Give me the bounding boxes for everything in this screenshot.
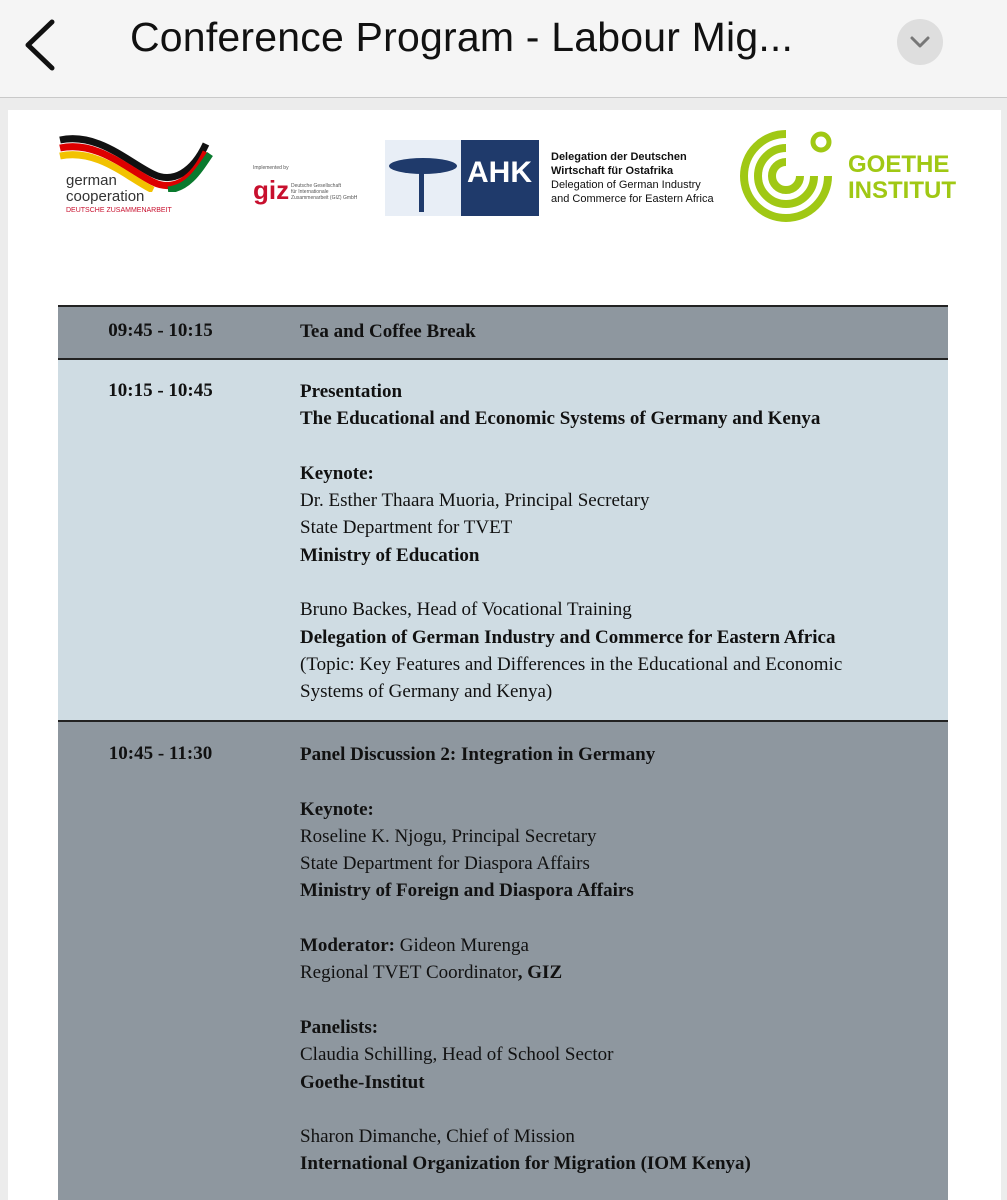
session-title: Tea and Coffee Break: [300, 321, 476, 342]
ahk-text: [551, 150, 714, 206]
panelist-organization: Goethe-Institut: [300, 1071, 425, 1093]
session-title: The Educational and Economic Systems of Germany and Kenya: [300, 408, 821, 430]
ahk-text-line: Wirtschaft für Ostafrika: [551, 165, 674, 177]
logo-text-deutsche: DEUTSCHE ZUSAMMENARBEIT: [66, 207, 172, 214]
keynote-label: Keynote:: [300, 798, 374, 820]
page-title: Conference Program - Labour Mig...: [130, 14, 794, 60]
speaker-name: Dr. Esther Thaara Muoria, Principal Secretary: [300, 490, 650, 512]
time-slot: 09:45 - 10:15: [108, 320, 213, 341]
ahk-text-line: Delegation of German Industry: [551, 179, 701, 191]
panelist-name: Claudia Schilling, Head of School Sector: [300, 1044, 614, 1066]
goethe-wordmark: [848, 152, 956, 204]
moderator-organization: , GIZ: [517, 962, 563, 984]
ahk-text-line: and Commerce for Eastern Africa: [551, 193, 714, 205]
ahk-wordmark: AHK: [467, 156, 532, 189]
ahk-emblem: [385, 140, 539, 216]
session-title: Panel Discussion 2: Integration in Germany: [300, 744, 656, 765]
speaker-name: Bruno Backes, Head of Vocational Training: [300, 599, 632, 621]
ahk-text-line: Delegation der Deutschen: [551, 151, 687, 163]
topic-text: Systems of Germany and Kenya): [300, 681, 553, 703]
speaker-department: State Department for TVET: [300, 517, 513, 539]
german-cooperation-logo: [58, 132, 218, 222]
goethe-text-line: GOETHE: [848, 151, 950, 178]
time-slot: 10:45 - 11:30: [108, 743, 213, 764]
moderator-label: Moderator:: [300, 935, 395, 957]
chevron-left-icon: [18, 18, 68, 72]
moderator-role-line: [300, 959, 948, 986]
table-row: [58, 720, 948, 1200]
moderator-line: [300, 932, 948, 959]
panelist-name: Sharon Dimanche, Chief of Mission: [300, 1126, 575, 1148]
document-page: [8, 110, 1001, 1200]
panelist-organization: International Organization for Migration (IOM Kenya): [300, 1153, 751, 1175]
giz-logo: [253, 165, 363, 215]
session-content: [300, 722, 948, 1178]
logo-text-cooperation: cooperation: [66, 188, 145, 205]
time-slot: 10:15 - 10:45: [108, 380, 213, 401]
session-content: [300, 360, 948, 706]
table-row: [58, 305, 948, 358]
tree-icon: [385, 140, 465, 216]
moderator-role: Regional TVET Coordinator: [300, 962, 518, 984]
goethe-institut-logo: [736, 126, 956, 228]
table-row: [58, 358, 948, 720]
logo-text-german: german: [66, 172, 117, 189]
more-options-button[interactable]: [897, 19, 943, 65]
speaker-organization: Ministry of Foreign and Diaspora Affairs: [300, 880, 634, 902]
keynote-label: Keynote:: [300, 462, 374, 484]
chevron-down-icon: [897, 19, 943, 65]
giz-description: [291, 183, 357, 201]
giz-implemented-text: Implemented by: [253, 165, 289, 171]
giz-wordmark: giz: [253, 175, 290, 205]
panelists-label: Panelists:: [300, 1016, 379, 1038]
back-button[interactable]: [18, 18, 68, 72]
giz-desc-line: Deutsche Gesellschaft: [291, 183, 342, 189]
session-type: Presentation: [300, 381, 403, 402]
giz-desc-line: Zusammenarbeit (GIZ) GmbH: [291, 195, 358, 201]
speaker-organization: Delegation of German Industry and Commerce for Eastern Africa: [300, 626, 836, 648]
speaker-name: Roseline K. Njogu, Principal Secretary: [300, 825, 597, 847]
goethe-spiral-icon: [736, 126, 836, 228]
navigation-bar: [0, 0, 1007, 98]
speaker-organization: Ministry of Education: [300, 544, 480, 566]
topic-text: (Topic: Key Features and Differences in the Educational and Economic: [300, 653, 843, 675]
moderator-name: Gideon Murenga: [394, 935, 529, 957]
speaker-department: State Department for Diaspora Affairs: [300, 853, 590, 875]
giz-desc-line: für Internationale: [291, 189, 329, 195]
schedule-table: [58, 305, 948, 1200]
ahk-logo: [385, 140, 715, 218]
goethe-text-line: INSTITUT: [848, 177, 956, 204]
